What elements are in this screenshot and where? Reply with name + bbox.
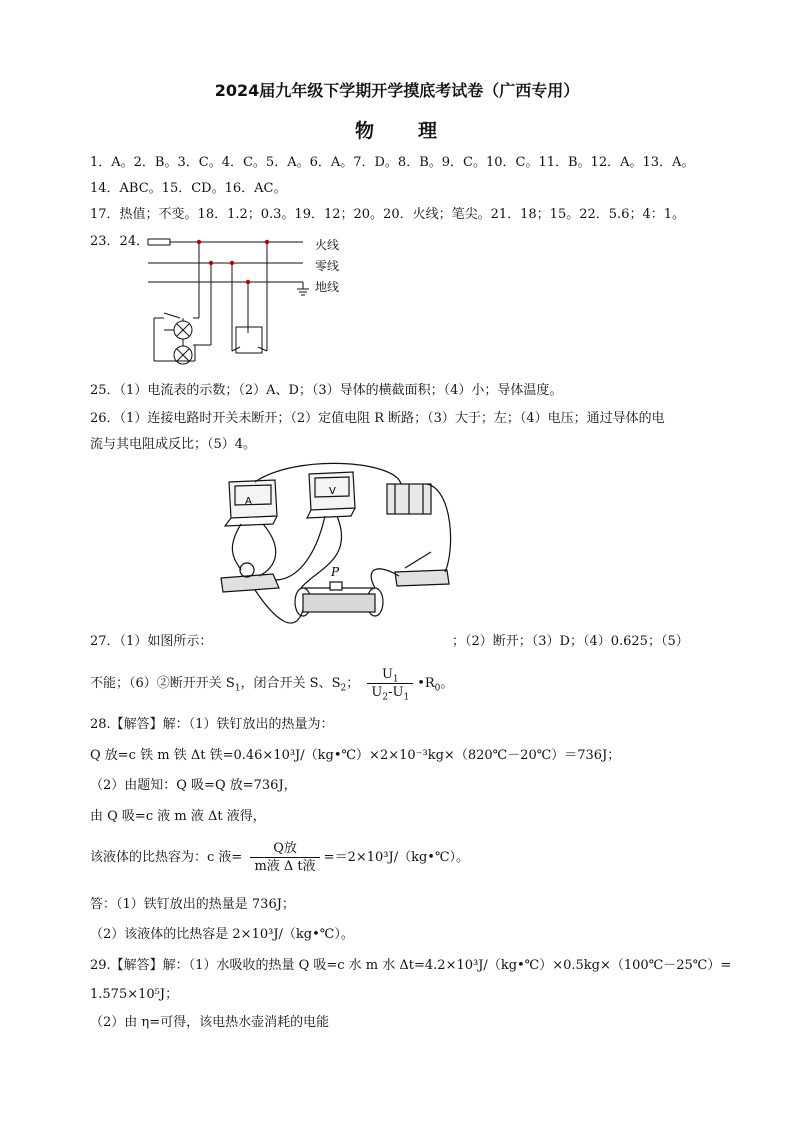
answers-line-2: 14．ABC。15．CD。16．AC。 (90, 181, 287, 196)
q27-answer-a-left: 27．（1）如图所示： (90, 634, 213, 649)
voltmeter-label: V (329, 486, 336, 497)
exam-title: 2024届九年级下学期开学摸底考试卷（广西专用） (214, 81, 580, 100)
answers-line-3: 17．热值；不变。18．1.2；0.3。19．12；20。20．火线；笔尖。21．18；15。22．5.6；4：1。 (90, 207, 685, 222)
q29-line-c: （2）由 η=可得，该电热水壶消耗的电能 (90, 1015, 330, 1030)
q28-answer-1: 答：（1）铁钉放出的热量是 736J； (90, 897, 295, 912)
q29-line-a: 29.【解答】解：（1）水吸收的热量 Q 吸=c 水 m 水 Δt=4.2×10³J/（kg•℃）×0.5kg×（100℃－25℃）= (90, 958, 732, 973)
q28-head: 28.【解答】解：（1）铁钉放出的热量为： (90, 717, 334, 732)
switch-icon (395, 570, 449, 586)
q27-answer-a-right: ；（2）断开；（3）D；（4）0.625；（5） (452, 634, 689, 649)
fuse-icon (148, 239, 170, 245)
q26-answer-a: 26．（1）连接电路时开关未断开；（2）定值电阻 R 断路；（3）大于；左；（4）电压；通过导体的电 (90, 411, 665, 426)
ammeter-label: A (245, 496, 252, 507)
rheostat-icon (303, 594, 375, 612)
q28-eq2: （2）由题知：Q 吸=Q 放=736J， (90, 778, 297, 793)
q28-answer-2: （2）该液体的比热容是 2×10³J/（kg•℃）。 (90, 927, 354, 942)
q27-answer-b: 不能；（6）②断开开关 $S_1$，闭合开关 S、$S_2$； $\frac{U_1}{U_2-U_1}$ $•R_0$。 (90, 667, 454, 703)
socket-icon (236, 327, 262, 353)
neutral-wire-label: 零线 (315, 259, 340, 273)
q23-label: 23．24． (90, 234, 150, 249)
answers-line-1: 1．A。2．B。3．C。4．C。5．A。6．A。7．D。8．B。9．C。10．C。11．B。12．A。13．A。 (90, 155, 695, 170)
q28-fraction: $\frac{\text{Q放}}{\text{m液 Δ t液}}$ (250, 840, 319, 875)
q28-eq1: Q 放=c 铁 m 铁 Δt 铁=0.46×10³J/（kg•℃）×2×10⁻³kg×（820℃－20℃）＝736J； (90, 748, 621, 763)
subject-title: 物 理 (354, 120, 439, 142)
q27-fraction: $\frac{U_1}{U_2-U_1}$ (367, 666, 413, 701)
q29-line-b: 1.575×10⁵J； (90, 987, 179, 1002)
q25-answer: 25．（1）电流表的示数；（2）A、D；（3）导体的横截面积；（4）小；导体温度。 (90, 383, 563, 398)
q26-answer-b: 流与其电阻成反比；（5）4。 (90, 437, 257, 452)
experiment-circuit-figure (215, 460, 455, 642)
q28-eq4: 该液体的比热容为：c 液= $\frac{\text{Q放}}{\text{m液 Δ t液}}$ =＝2×10³J/（kg•℃）。 (90, 841, 469, 874)
ground-wire-label: 地线 (315, 280, 340, 294)
live-wire-label: 火线 (315, 238, 340, 252)
slider-label: P (331, 565, 340, 579)
q28-eq3: 由 Q 吸=c 液 m 液 Δt 液得， (90, 809, 266, 824)
